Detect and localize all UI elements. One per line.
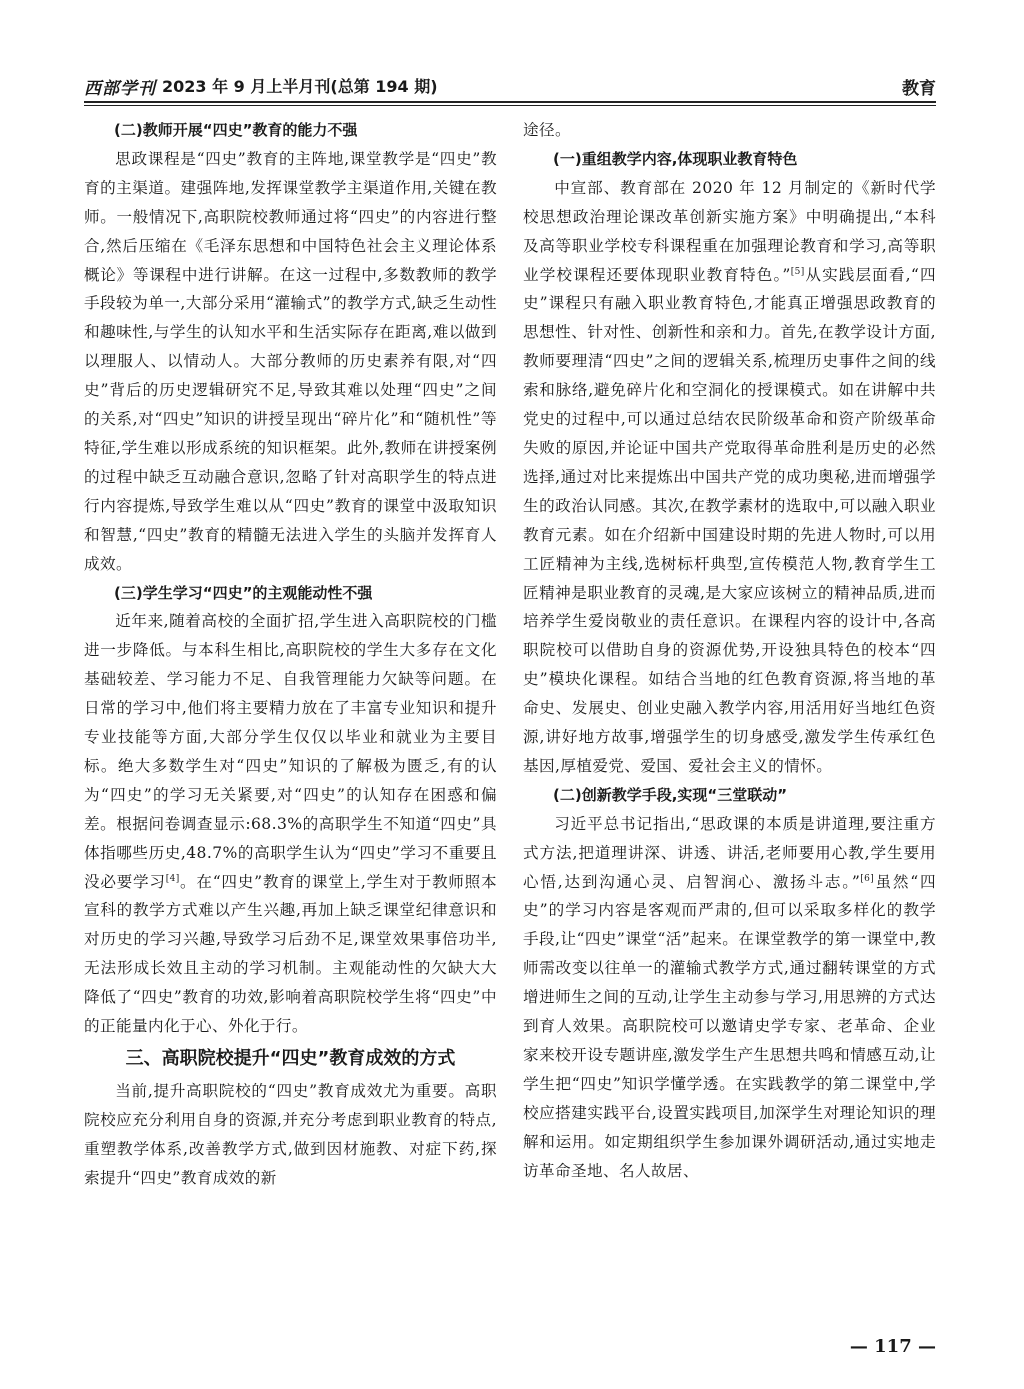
citation-ref: [6] [860,873,875,884]
issue-info: 2023 年 9 月上半月刊(总第 194 期) [162,77,438,96]
subsection-heading: (三)学生学习“四史”的主观能动性不强 [114,583,373,602]
section-heading: 三、高职院校提升“四史”教育成效的方式 [125,1048,456,1069]
left-column [84,116,497,1193]
paragraph-text: 中宣部、教育部在 2020 年 12 月制定的《新时代学校思想政治理论课改革创新实施方案》中明确提出,“本科及高等职业学校专科课程重在加强理论教育和学习,高等职业学校课程还要体现职业教育特色。” [523,178,936,284]
right-column [523,116,936,1186]
paragraph [523,810,936,1186]
paragraph [523,174,936,781]
paragraph-text: 从实践层面看,“四史”课程只有融入职业教育特色,才能真正增强思政教育的思想性、针对性、创新性和亲和力。首先,在教学设计方面,教师要理清“四史”之间的逻辑关系,梳理历史事件之间的线索和脉络,避免碎片化和空洞化的授课模式。如在讲解中共党史的过程中,可以通过总结农民阶级革命和资产阶级革命失败的原因,并论证中国共产党取得革命胜利是历史的必然选择,通过对比来提炼出中国共产党的成功奥秘,进而增强学生的政治认同感。其次,在教学素材的选取中,可以融入职业教育元素。如在介绍新中国建设时期的先进人物时,可以用工匠精神为主线,选树标杆典型,宣传模范人物,教育学生工匠精神是职业教育的灵魂,是大家应该树立的精神品质,进而培养学生爱岗敬业的责任意识。在课程内容的设计中,各高职院校可以借助自身的资源优势,开设独具特色的校本“四史”模块化课程。如结合当地的红色教育资源,将当地的革命史、发展史、创业史融入教学内容,用活用好当地红色资源,讲好地方故事,增强学生的切身感受,激发学生传承红色基因,厚植爱党、爱国、爱社会主义的情怀。 [523,265,936,775]
header-rule-thin [84,105,936,106]
page-number: — 117 — [849,1336,936,1357]
subsection-heading: (二)教师开展“四史”教育的能力不强 [114,121,358,139]
subsection-heading: (一)重组教学内容,体现职业教育特色 [553,149,798,168]
paragraph-text: 。在“四史”教育的课堂上,学生对于教师照本宣科的教学方式难以产生兴趣,再加上缺乏课堂纪律意识和对历史的学习兴趣,导致学习后劲不足,课堂效果事倍功半,无法形成长效且主动的学习机制。主观能动性的欠缺大大降低了“四史”教育的功效,影响着高职院校学生将“四史”中的正能量内化于心、外化于行。 [84,872,497,1036]
section-label: 教育 [902,79,936,99]
paragraph-text: 近年来,随着高校的全面扩招,学生进入高职院校的门槛进一步降低。与本科生相比,高职院校的学生大多存在文化基础较差、学习能力不足、自我管理能力欠缺等问题。在日常的学习中,他们将主要精力放在了丰富专业知识和提升专业技能等方面,大部分学生仅仅以毕业和就业为主要目标。绝大多数学生对“四史”知识的了解极为匮乏,有的认为“四史”的学习无关紧要,对“四史”的认知存在困惑和偏差。根据问卷调查显示:68.3%的高职学生不知道“四史”具体指哪些历史,48.7%的高职学生认为“四史”学习不重要且没必要学习 [84,612,497,891]
paragraph-text: 习近平总书记指出,“思政课的本质是讲道理,要注重方式方法,把道理讲深、讲透、讲活,老师要用心教,学生要用心悟,达到沟通心灵、启智润心、激扬斗志。” [523,814,936,891]
paragraph [84,607,497,1041]
journal-logo: 西部学刊 [84,79,156,99]
citation-ref: [5] [790,266,805,277]
page-header [84,64,936,104]
paragraph: 思政课程是“四史”教育的主阵地,课堂教学是“四史”教育的主渠道。建强阵地,发挥课堂教学主渠道作用,关键在教师。一般情况下,高职院校教师通过将“四史”的内容进行整合,然后压缩在《毛泽东思想和中国特色社会主义理论体系概论》等课程中进行讲解。在这一过程中,多数教师的教学手段较为单一,大部分采用“灌输式”的教学方式,缺乏生动性和趣味性,与学生的认知水平和生活实际存在距离,难以做到以理服人、以情动人。大部分教师的历史素养有限,对“四史”背后的历史逻辑研究不足,导致其难以处理“四史”之间的关系,对“四史”知识的讲授呈现出“碎片化”和“随机性”等特征,学生难以形成系统的知识框架。此外,教师在讲授案例的过程中缺乏互动融合意识,忽略了针对高职学生的特点进行内容提炼,导致学生难以从“四史”教育的课堂中汲取知识和智慧,“四史”教育的精髓无法进入学生的头脑并发挥育人成效。 [84,149,497,573]
citation-ref: [4] [165,873,180,884]
paragraph: 当前,提升高职院校的“四史”教育成效尤为重要。高职院校应充分利用自身的资源,并充分考虑到职业教育的特点,重塑教学体系,改善教学方式,做到因材施教、对症下药,探索提升“四史”教育成效的新 [84,1082,497,1187]
subsection-heading: (二)创新教学手段,实现“三堂联动” [553,785,788,804]
header-rule [84,101,936,103]
paragraph-text: 虽然“四史”的学习内容是客观而严肃的,但可以采取多样化的教学手段,让“四史”课堂“活”起来。在课堂教学的第一课堂中,教师需改变以往单一的灌输式教学方式,通过翻转课堂的方式增进师生之间的互动,让学生主动参与学习,用思辨的方式达到育人效果。高职院校可以邀请史学专家、老革命、企业家来校开设专题讲座,激发学生产生思想共鸣和情感互动,让学生把“四史”知识学懂学透。在实践教学的第二课堂中,学校应搭建实践平台,设置实践项目,加深学生对理论知识的理解和运用。如定期组织学生参加课外调研活动,通过实地走访革命圣地、名人故居、 [523,872,937,1180]
paragraph: 途径。 [523,121,571,139]
